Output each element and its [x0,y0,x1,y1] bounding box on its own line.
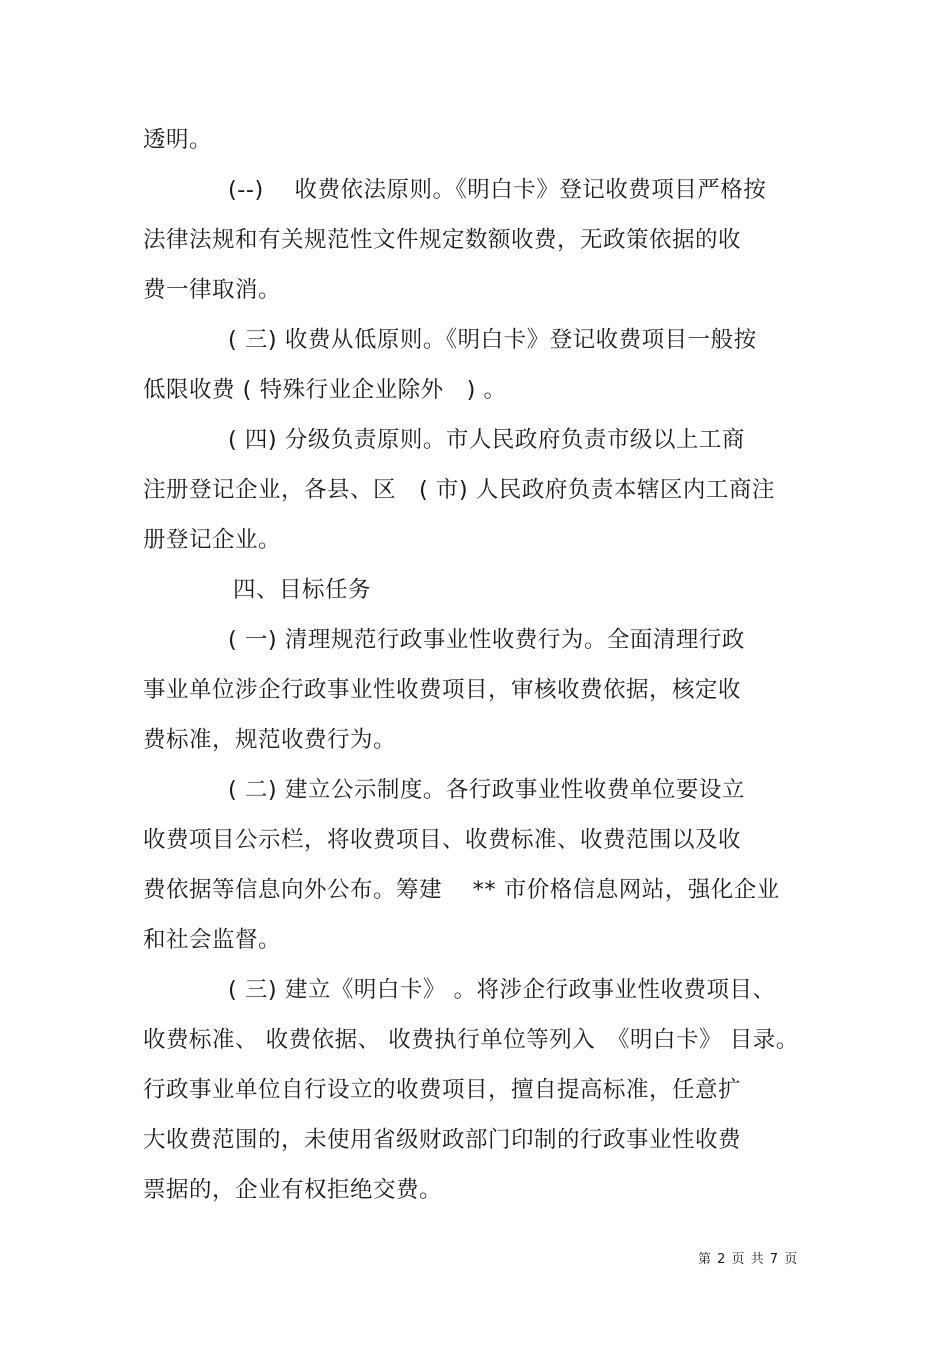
text-line: 事业单位涉企行政事业性收费项目，审核收费依据，核定收 [143,677,742,703]
text-line: 费标准，规范收费行为。 [143,727,397,753]
section-heading: 四、目标任务 [233,577,372,603]
text-line: 低限收费 ( 特殊行业企业除外 ) 。 [143,377,507,403]
text-line: 和社会监督。 [143,927,282,953]
text-line: 费依据等信息向外公布。筹建 ** 市价格信息网站，强化企业 [143,877,780,903]
text-line: 注册登记企业，各县、区 ( 市) 人民政府负责本辖区内工商注 [143,477,775,503]
text-line: 收费标准、 收费依据、 收费执行单位等列入 《明白卡》 目录。 [143,1027,799,1053]
text-line: ( 一) 清理规范行政事业性收费行为。全面清理行政 [228,627,745,653]
text-line: 法律法规和有关规范性文件规定数额收费，无政策依据的收 [143,227,742,253]
text-line: 票据的，企业有权拒绝交费。 [143,1177,443,1203]
text-line: 册登记企业。 [143,527,282,553]
text-line: ( 四) 分级负责原则。市人民政府负责市级以上工商 [228,427,745,453]
text-line: ( 三) 收费从低原则。《明白卡》登记收费项目一般按 [228,327,757,353]
text-line: 透明。 [143,127,213,153]
text-line: ( 三) 建立《明白卡》 。将涉企行政事业性收费项目、 [228,977,776,1003]
text-line: 大收费范围的，未使用省级财政部门印制的行政事业性收费 [143,1127,742,1153]
text-line: (--) 收费依法原则。《明白卡》登记收费项目严格按 [228,177,767,203]
text-line: 行政事业单位自行设立的收费项目，擅自提高标准，任意扩 [143,1077,742,1103]
text-line: 费一律取消。 [143,277,282,303]
text-line: ( 二) 建立公示制度。各行政事业性收费单位要设立 [228,777,745,803]
page-number: 第 2 页 共 7 页 [698,1252,799,1267]
text-line: 收费项目公示栏，将收费项目、收费标准、收费范围以及收 [143,827,742,853]
